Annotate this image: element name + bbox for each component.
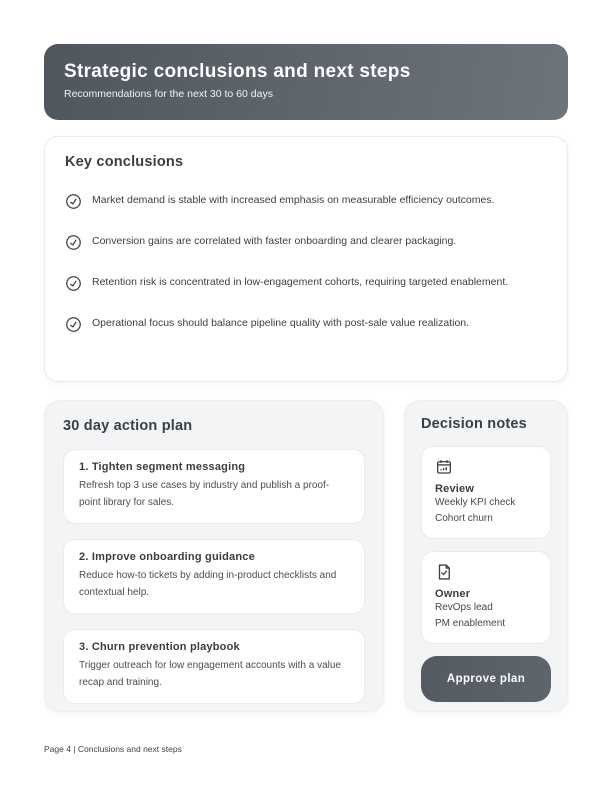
conclusion-text: Operational focus should balance pipeline quality with post-sale value realization.: [92, 317, 470, 329]
action-item-title: 2. Improve onboarding guidance: [79, 551, 255, 563]
review-note-card: [421, 446, 551, 539]
note-title: Owner: [435, 588, 471, 600]
page-title: Strategic conclusions and next steps: [64, 61, 411, 82]
action-item-card: [63, 449, 365, 524]
action-plan-panel: [44, 400, 384, 712]
note-line: Cohort churn: [435, 512, 493, 524]
conclusion-text: Market demand is stable with increased emphasis on measurable efficiency outcomes.: [92, 194, 495, 206]
document-check-icon: [435, 563, 453, 581]
action-item-description: Reduce how-to tickets by adding in-product checklists and contextual help.: [79, 570, 337, 598]
conclusion-list: [65, 192, 547, 333]
note-card-list: [421, 446, 551, 702]
conclusion-text: Conversion gains are correlated with faster onboarding and clearer packaging.: [92, 235, 457, 247]
action-item-list: [63, 449, 365, 704]
page-footer-text: Page 4 | Conclusions and next steps: [44, 744, 182, 754]
note-line: PM enablement: [435, 617, 506, 629]
action-item-title: 1. Tighten segment messaging: [79, 461, 246, 473]
note-line: RevOps lead: [435, 602, 493, 613]
check-circle-icon: [63, 232, 83, 252]
note-title: Review: [435, 483, 475, 495]
action-item-card: [63, 629, 365, 704]
key-conclusions-card: [44, 136, 568, 382]
action-item-description: Refresh top 3 use cases by industry and publish a proof-point library for sales.: [79, 480, 330, 508]
list-item: [65, 274, 547, 292]
action-item-title: 3. Churn prevention playbook: [79, 641, 240, 653]
check-circle-icon: [63, 273, 83, 293]
conclusion-text: Retention risk is concentrated in low-engagement cohorts, requiring targeted enablement.: [92, 276, 509, 288]
calendar-chart-icon: [435, 458, 453, 476]
action-item-description: Trigger outreach for low engagement accounts with a value recap and training.: [79, 660, 341, 688]
page-header: [44, 44, 568, 120]
key-conclusions-title: Key conclusions: [65, 154, 184, 170]
check-circle-icon: [63, 191, 83, 211]
note-line: Weekly KPI check: [435, 497, 516, 508]
list-item: [65, 315, 547, 333]
decision-notes-panel: [404, 400, 568, 712]
action-plan-title: 30 day action plan: [63, 418, 193, 434]
decision-notes-title: Decision notes: [421, 416, 527, 432]
check-circle-icon: [63, 314, 83, 334]
list-item: [65, 233, 547, 251]
list-item: [65, 192, 547, 210]
action-item-card: [63, 539, 365, 614]
page-subtitle: Recommendations for the next 30 to 60 days: [64, 88, 273, 100]
owner-note-card: [421, 551, 551, 644]
approve-plan-button[interactable]: Approve plan: [421, 656, 551, 702]
